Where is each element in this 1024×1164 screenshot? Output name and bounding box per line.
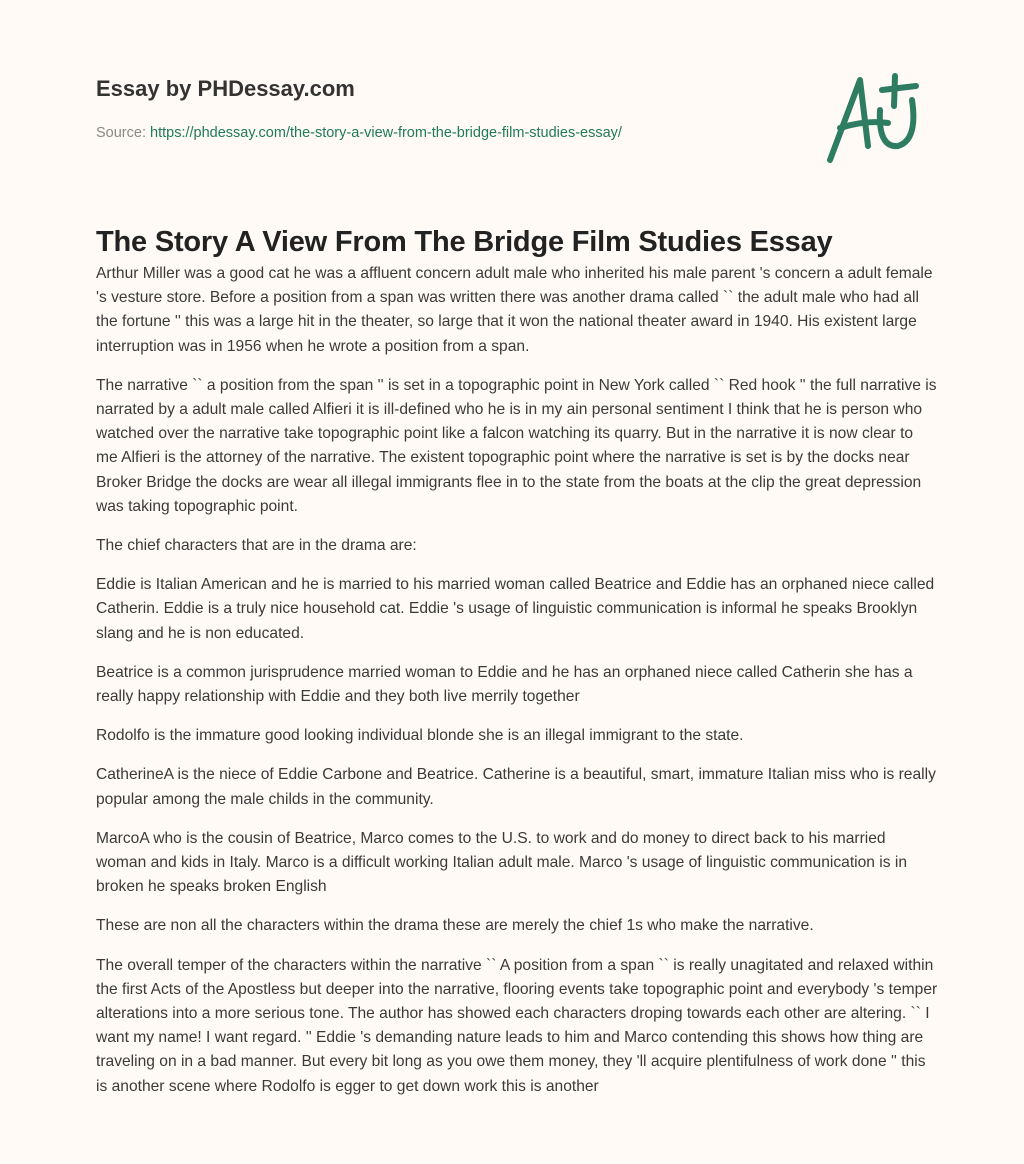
- paragraph: Beatrice is a common jurisprudence married woman to Eddie and he has an orphaned niece called Catherin she has a really happy relationship with Eddie and they both live merrily together: [96, 663, 913, 706]
- paragraph: These are non all the characters within the drama these are merely the chief 1s who make the narrative.: [96, 917, 814, 935]
- paragraph: CatherineA is the niece of Eddie Carbone and Beatrice. Catherine is a beautiful, smart, immature Italian miss who is really popular among the male childs in the community.: [96, 766, 936, 808]
- source-line: [96, 125, 622, 141]
- article-body: [96, 262, 938, 1114]
- paragraph: Arthur Miller was a good cat he was a affluent concern adult male who inherited his male parent 's concern a adult female 's vesture store. Before a position from a span was written there was another drama called `` the adult male who had all the fortune '' this was a large hit in the theater, so large that it won the national theater award in 1940. His existent large interruption was in 1956 when he wrote a position from a span.: [96, 265, 933, 355]
- a-plus-logo-icon: [820, 68, 930, 168]
- paragraph: Eddie is Italian American and he is married to his married woman called Beatrice and Eddie has an orphaned niece called Catherin. Eddie is a truly nice household cat. Eddie 's usage of linguistic communication is informal he speaks Brooklyn slang and he is non educated.: [96, 576, 935, 642]
- paragraph: MarcoA who is the cousin of Beatrice, Marco comes to the U.S. to work and do money to direct back to his married woman and kids in Italy. Marco is a difficult working Italian adult male. Marco 's usage of linguistic communication is in broken he speaks broken English: [96, 829, 908, 896]
- site-title: Essay by PHDessay.com: [96, 76, 355, 101]
- article-title: The Story A View From The Bridge Film Studies Essay: [96, 226, 833, 258]
- paragraph: The narrative `` a position from the span '' is set in a topographic point in New York called `` Red hook '' the full narrative is narrated by a adult male called Alfieri it is ill-defined who he is in my ain personal sentiment I think that he is person who watched over the narrative take topographic point like a falcon watching its quarry. But in the narrative it is now clear to me Alfieri is the attorney of the narrative. The existent topographic point where the narrative is set is by the docks near Broker Bridge the docks are wear all illegal immigrants flee in to the state from the boats at the clip the great depression was taking topographic point.: [96, 376, 937, 515]
- paragraph: The chief characters that are in the drama are:: [96, 537, 417, 555]
- source-label: Source:: [96, 125, 146, 141]
- paragraph: The overall temper of the characters within the narrative `` A position from a span `` is really unagitated and relaxed within the first Acts of the Apostless but deeper into the narrative, flooring events take topographic point and everybody 's temper alterations into a more serious tone. The author has showed each characters droping towards each other are altering. `` I want my name! I want regard. '' Eddie 's demanding nature leads to him and Marco contending this shows how thing are traveling on in a bad manner. But every bit long as you owe them money, they 'll acquire plentifulness of work done '' this is another scene where Rodolfo is egger to get down work this is another: [96, 956, 938, 1095]
- paragraph: Rodolfo is the immature good looking individual blonde she is an illegal immigrant to the state.: [96, 727, 744, 745]
- source-link[interactable]: https://phdessay.com/the-story-a-view-from-the-bridge-film-studies-essay/: [150, 125, 622, 141]
